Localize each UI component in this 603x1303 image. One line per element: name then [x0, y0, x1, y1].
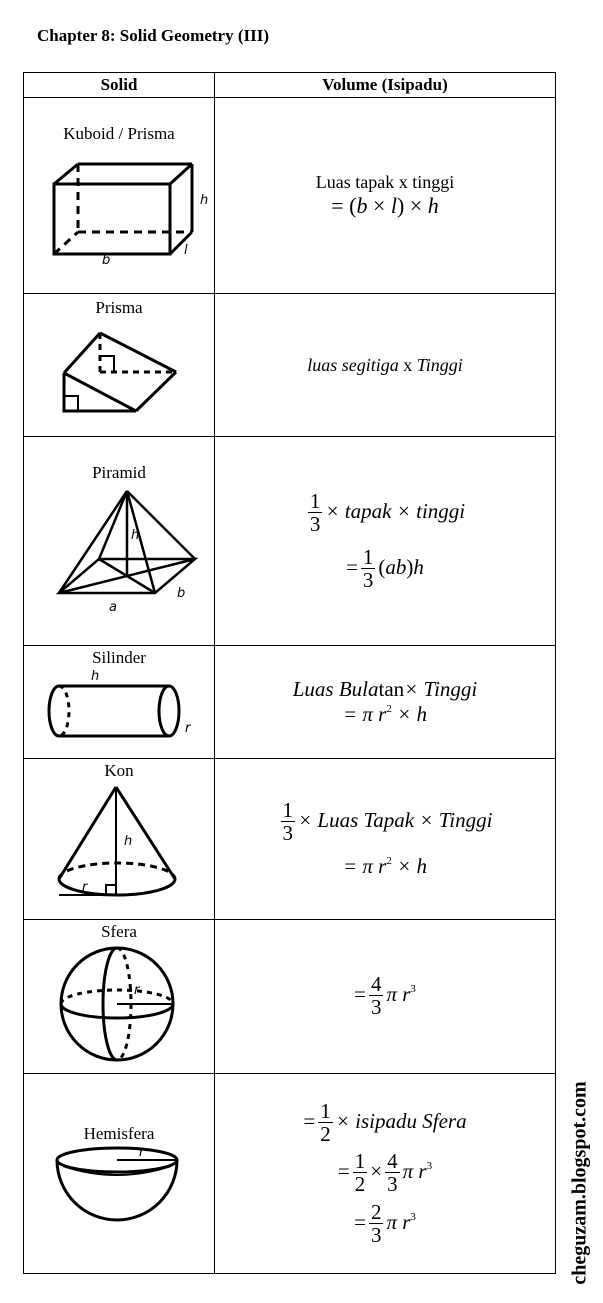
volume-cell: [215, 1074, 556, 1274]
volume-cell: [215, 294, 556, 437]
label-r: r: [139, 1144, 145, 1160]
label-b: b: [177, 586, 186, 601]
formula-line: [215, 355, 555, 376]
table-row: [24, 759, 556, 920]
formula-line: [215, 1150, 555, 1196]
table-header-row: [24, 73, 556, 98]
watermark: [558, 1068, 602, 1298]
formula-text: Luas Bula: [292, 677, 379, 701]
exponent: 2: [386, 703, 392, 715]
formula-text: = π r: [342, 702, 387, 726]
volume-cell: [215, 920, 556, 1074]
label-r: r: [82, 880, 88, 895]
eq-sign: =: [303, 1109, 316, 1134]
exponent: 3: [426, 1160, 433, 1173]
formula-text: × h: [397, 702, 428, 726]
solid-cell: [24, 437, 215, 646]
var-h: h: [427, 193, 439, 218]
solid-cell: [24, 759, 215, 920]
formula-text: π r: [402, 1159, 427, 1184]
formula-text: × h: [397, 853, 428, 878]
term-area: luas segitiga: [307, 354, 399, 375]
volume-cell: [215, 98, 556, 294]
fraction: $\frac{4}{3}$: [370, 972, 382, 1020]
formula-text: π r: [386, 1209, 411, 1234]
label-r: r: [185, 721, 191, 736]
formula-line: = (b × l) × h: [331, 193, 439, 218]
solid-name: Prisma: [95, 298, 143, 317]
label-h: h: [200, 193, 209, 208]
fraction: $\frac{2}{3}$: [370, 1199, 382, 1247]
table-row: [24, 1074, 556, 1274]
hemisphere-figure: [49, 1144, 189, 1224]
solid-cell: [24, 920, 215, 1074]
solid-name: Silinder: [92, 648, 146, 667]
solid-cell: [24, 294, 215, 437]
exponent: 3: [410, 1210, 416, 1223]
eq-sign: =: [354, 982, 366, 1007]
formula-text: × tapak × tinggi: [325, 498, 466, 523]
var-l: l: [390, 193, 398, 218]
times-sign: ×: [372, 193, 386, 218]
table-row: [24, 646, 556, 759]
solid-name: Kuboid / Prisma: [63, 124, 175, 143]
times-x: x: [403, 354, 413, 375]
table-row: [24, 98, 556, 294]
sphere-figure: [54, 942, 184, 1064]
times-sign: ×: [409, 193, 423, 218]
solid-name: Sfera: [101, 922, 137, 941]
formula-text: = π r: [342, 853, 387, 878]
label-r: r: [134, 983, 140, 998]
fraction: $\frac{4}{3}$: [387, 1149, 398, 1197]
solid-cell: [24, 1074, 215, 1274]
formula-line: [215, 973, 555, 1019]
formula-line: [215, 799, 555, 845]
term-height: Tinggi: [416, 354, 463, 375]
header-solid: Solid: [24, 73, 215, 98]
solid-name: Hemisfera: [83, 1123, 155, 1143]
formula-line: [215, 677, 555, 702]
cuboid-figure: [34, 144, 209, 268]
label-h: h: [91, 669, 100, 684]
fraction: $\frac{1}{2}$: [354, 1149, 366, 1197]
formula-text: × Luas Tapak × Tinggi: [298, 808, 493, 833]
watermark-text: cheguzam.blogspot.com: [568, 1081, 591, 1285]
table-row: [24, 437, 556, 646]
formula-line: [215, 854, 555, 879]
solid-name: Kon: [104, 761, 134, 780]
exponent: 2: [386, 854, 392, 867]
var-h: h: [413, 554, 424, 579]
fraction: $\frac{1}{3}$: [362, 545, 374, 593]
eq-sign: =: [346, 554, 358, 579]
label-h: h: [131, 528, 140, 543]
formula-line: [215, 490, 555, 536]
volume-table: [23, 72, 556, 1274]
label-l: l: [184, 243, 188, 258]
prism-figure: [44, 318, 194, 418]
label-h: h: [124, 834, 133, 849]
header-volume: Volume (Isipadu): [215, 73, 556, 98]
solid-name: Piramid: [92, 463, 146, 482]
cone-figure: [44, 781, 194, 899]
var-b: b: [356, 193, 368, 218]
formula-text: tan: [378, 677, 405, 701]
solid-cell: [24, 98, 215, 294]
formula-line: [215, 1100, 555, 1146]
formula-line: [215, 1201, 555, 1247]
solid-cell: [24, 646, 215, 759]
formula-text: × Tinggi: [404, 677, 478, 701]
term-ab: ab: [385, 554, 407, 579]
volume-cell: [215, 759, 556, 920]
volume-cell: [215, 646, 556, 759]
eq-sign: =: [354, 1209, 366, 1234]
formula-line: Luas tapak x tinggi: [315, 172, 455, 192]
exponent: 3: [410, 983, 416, 996]
fraction: $\frac{1}{3}$: [309, 488, 321, 536]
formula-line: [215, 702, 555, 727]
page-title: Chapter 8: Solid Geometry (III): [37, 26, 269, 45]
formula-text: π r: [386, 982, 411, 1007]
eq-sign: =: [337, 1159, 350, 1184]
formula-line: = $\frac{1}{3}$ (ab)h: [346, 545, 424, 593]
volume-cell: [215, 437, 556, 646]
table-row: [24, 294, 556, 437]
fraction: $\frac{1}{2}$: [320, 1099, 331, 1147]
label-a: a: [109, 600, 117, 615]
label-b: b: [102, 253, 111, 268]
formula-text: × isipadu Sfera: [335, 1109, 467, 1134]
fraction: $\frac{1}{3}$: [282, 798, 294, 846]
pyramid-figure: [39, 483, 199, 613]
cylinder-figure: [39, 668, 199, 744]
eq-sign: =: [331, 193, 344, 218]
times-sign: ×: [370, 1159, 383, 1184]
table-row: [24, 920, 556, 1074]
